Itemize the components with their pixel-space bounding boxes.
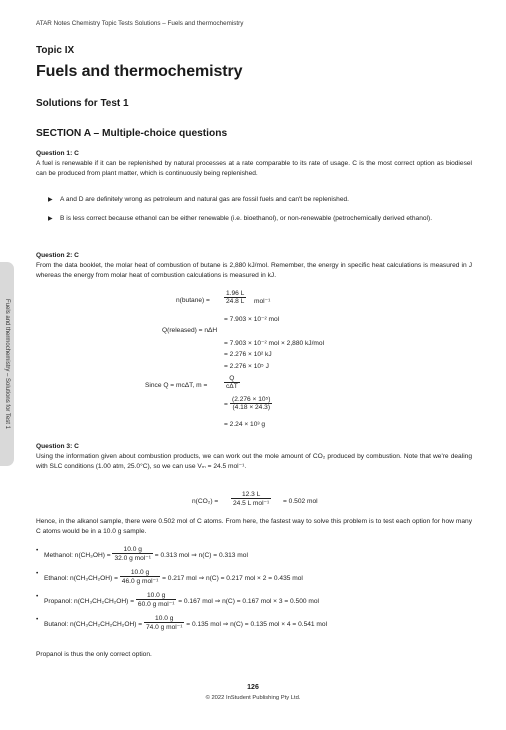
fraction-numerator: 1.96 L xyxy=(226,290,245,297)
question-2-text: From the data booklet, the molar heat of combustion of butane is 2,880 kJ/mol. Remember, the energy in specific heat calculations is measured in J whereas the energy from molar heat of combustion calculations is measured in kJ. xyxy=(36,262,472,280)
subtitle: Solutions for Test 1 xyxy=(36,98,129,109)
bullet-dot-icon: • xyxy=(36,593,39,600)
question-1-heading: Question 1: C xyxy=(36,150,79,157)
fraction-denominator: 24.8 L xyxy=(226,298,245,305)
mass-formula-fraction xyxy=(224,375,240,390)
since-label: Since Q = mcΔT, m = xyxy=(145,382,208,389)
fraction-numerator: 10.0 g xyxy=(155,615,174,622)
question-2-heading: Question 2: C xyxy=(36,252,79,259)
option-result: = 0.135 mol ⇒ n(C) = 0.135 mol × 4 = 0.541 mol xyxy=(186,620,328,628)
fraction-numerator: 10.0 g xyxy=(146,592,166,599)
question-1-bullet xyxy=(48,195,472,205)
running-header: ATAR Notes Chemistry Topic Tests Solutions – Fuels and thermochemistry xyxy=(36,20,244,27)
option-propanol xyxy=(36,592,320,609)
side-tab xyxy=(0,262,14,466)
option-label: Methanol: n(CH₃OH) = xyxy=(44,551,111,559)
topic-label: Topic IX xyxy=(36,45,75,56)
n-co2-fraction xyxy=(231,491,271,507)
option-fraction xyxy=(136,592,176,608)
n-butane-fraction xyxy=(224,290,246,305)
fraction-numerator: (2.276 × 10⁵) xyxy=(232,396,271,403)
option-label: Ethanol: n(CH₃CH₂OH) = xyxy=(44,574,118,582)
n-butane-result: = 7.903 × 10⁻² mol xyxy=(224,316,280,323)
section-heading: SECTION A – Multiple-choice questions xyxy=(36,128,228,139)
bullet-dot-icon: • xyxy=(36,547,39,554)
equals-sign: = xyxy=(224,401,228,408)
option-result: = 0.167 mol ⇒ n(C) = 0.167 mol × 3 = 0.500 mol xyxy=(178,597,320,605)
page-title: Fuels and thermochemistry xyxy=(36,63,243,80)
bullet-text: B is less correct because ethanol can be either renewable (i.e. bioethanol), or non-renewable (petrochemically derived ethanol). xyxy=(60,215,433,222)
mass-result: = 2.24 × 10³ g xyxy=(224,421,266,428)
copyright: © 2022 InStudent Publishing Pty Ltd. xyxy=(205,695,301,701)
fraction-denominator: 24.5 L mol⁻¹ xyxy=(233,500,270,507)
option-methanol xyxy=(36,546,248,563)
q-released-label: Q(released) = nΔH xyxy=(162,327,218,334)
fraction-denominator: 74.0 g mol⁻¹ xyxy=(145,624,183,631)
page-number: 126 xyxy=(247,684,259,691)
n-butane-unit: mol⁻¹ xyxy=(254,298,271,305)
fraction-numerator: 10.0 g xyxy=(123,546,142,553)
fraction-denominator: 46.0 g mol⁻¹ xyxy=(121,578,159,585)
fraction-numerator: 12.3 L xyxy=(241,491,261,498)
n-butane-label: n(butane) = xyxy=(176,297,210,304)
bullet-dot-icon: • xyxy=(36,616,39,623)
option-butanol xyxy=(36,615,328,632)
question-3-text-2: Hence, in the alkanol sample, there were 0.502 mol of C atoms. From here, the fastest way to solve this problem is to test each option for how many C atoms would be in a 10.0 g sample. xyxy=(36,518,472,536)
question-3-heading: Question 3: C xyxy=(36,443,79,450)
option-ethanol xyxy=(36,569,303,586)
fraction-denominator: 32.0 g mol⁻¹ xyxy=(114,555,151,562)
triangle-bullet-icon: ▶ xyxy=(48,216,53,222)
q-released-line: = 2.276 × 10⁵ J xyxy=(224,363,269,370)
n-co2-result: = 0.502 mol xyxy=(283,498,318,505)
option-fraction xyxy=(144,615,184,631)
option-result: = 0.313 mol ⇒ n(C) = 0.313 mol xyxy=(154,551,248,559)
q-released-line: = 2.276 × 10² kJ xyxy=(224,351,272,358)
triangle-bullet-icon: ▶ xyxy=(48,197,53,203)
side-tab-label: Fuels and thermochemistry – Solutions for Test 1 xyxy=(4,299,10,429)
fraction-numerator: 10.0 g xyxy=(130,569,150,576)
conclusion-text: Propanol is thus the only correct option. xyxy=(36,651,152,658)
option-fraction xyxy=(120,569,160,585)
bullet-text: A and D are definitely wrong as petroleum and natural gas are fossil fuels and can't be replenished. xyxy=(60,196,349,203)
option-label: Propanol: n(CH₃CH₂CH₂OH) = xyxy=(44,597,135,605)
fraction-denominator: 60.0 g mol⁻¹ xyxy=(137,601,175,608)
question-1-text: A fuel is renewable if it can be replenished by natural processes at a rate comparable to its rate of usage. C is the most correct option as biodiesel can be produced from plant matter, which is continuously being replenished. xyxy=(36,160,472,178)
option-result: = 0.217 mol ⇒ n(C) = 0.217 mol × 2 = 0.435 mol xyxy=(162,574,303,582)
bullet-dot-icon: • xyxy=(36,570,39,577)
fraction-denominator: (4.18 × 24.3) xyxy=(230,403,272,411)
option-fraction xyxy=(112,546,152,562)
option-label: Butanol: n(CH₃CH₂CH₂CH₂OH) = xyxy=(44,620,143,628)
mass-calc-fraction xyxy=(230,396,272,411)
q-released-line: = 7.903 × 10⁻² mol × 2,880 kJ/mol xyxy=(224,340,325,347)
n-co2-label: n(CO₂) = xyxy=(192,498,219,505)
fraction-numerator: Q xyxy=(229,375,235,382)
question-3-text: Using the information given about combustion products, we can work out the mole amount of CO₂ produced by combustion. Note that we're dealing with SLC conditions (1.00 atm, 25.0°C), so we can use Vₘ = 24.5 mol⁻¹. xyxy=(36,453,472,471)
question-1-bullet xyxy=(48,214,472,224)
fraction-denominator: cΔT xyxy=(226,383,238,390)
